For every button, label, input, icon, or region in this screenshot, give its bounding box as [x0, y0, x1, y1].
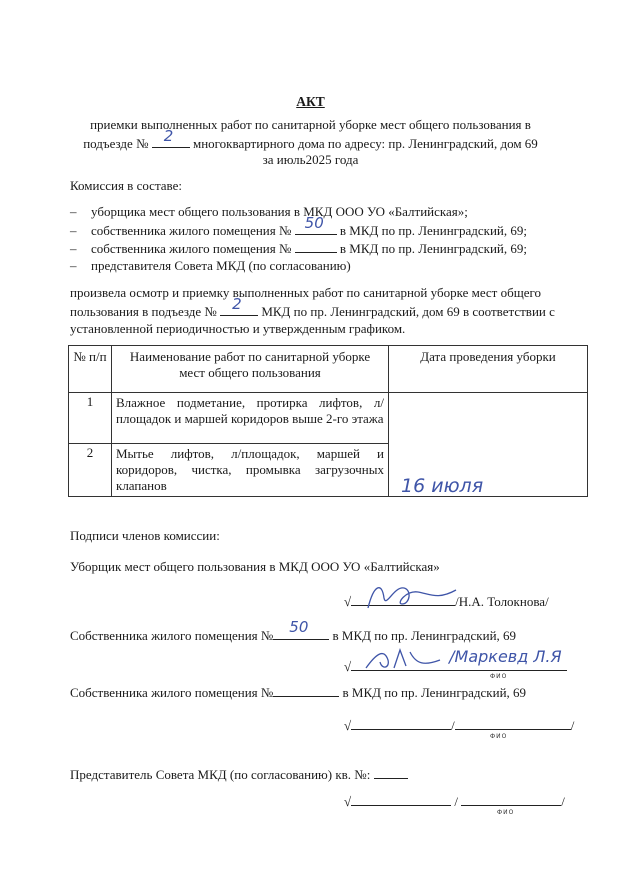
header-date: Дата проведения уборки [389, 346, 588, 393]
member-item-owner-1 [70, 214, 528, 239]
owner1-apartment-handwritten: 50 [289, 618, 309, 636]
paragraph-line-3: установленной периодичностью и утвержденным графиком. [70, 321, 406, 336]
member-item-owner-2 [70, 239, 527, 257]
council-rep-label: Представитель Совета МКД (по согласованию) кв. №: [70, 767, 371, 782]
subtitle-line-2 [0, 127, 621, 152]
member-text: в МКД по пр. Ленинградский, 69; [339, 241, 528, 256]
member-item-council [70, 257, 351, 274]
member-text: собственника жилого помещения № [91, 223, 292, 238]
list-dash: – [70, 258, 77, 273]
owner2-label: Собственника жилого помещения № [70, 685, 274, 700]
paragraph-line-2 [70, 295, 555, 320]
table-row [69, 393, 588, 444]
paragraph-text: МКД по пр. Ленинградский, дом 69 в соответствии с [261, 304, 555, 319]
member-item-cleaner [70, 203, 468, 220]
owner2-apartment-field [273, 683, 339, 697]
date-cell [389, 393, 588, 497]
council-signature-line: √ / / [344, 794, 565, 809]
signature-field [351, 792, 451, 806]
owner1-name-handwritten: /Маркевд Л.Я [449, 647, 562, 666]
table-header-row [69, 346, 588, 393]
entrance-number-handwritten-2: 2 [232, 295, 242, 313]
signatures-label: Подписи членов комиссии: [70, 528, 220, 543]
name-field [461, 792, 561, 806]
owner2-signature-line: √ / / [344, 718, 575, 733]
paragraph-line-1: произвела осмотр и приемку выполненных работ по санитарной уборке мест общего [70, 285, 542, 300]
subtitle-entrance-label: подъезде № [83, 136, 149, 151]
member-text: собственника жилого помещения № [91, 241, 292, 256]
owner1-apartment-field [273, 618, 329, 640]
paragraph-text: пользования в подъезде № [70, 304, 217, 319]
check-mark: √ [344, 594, 352, 609]
list-dash: – [70, 204, 77, 219]
commission-label: Комиссия в составе: [70, 178, 182, 193]
check-mark: √ [344, 794, 352, 809]
council-apartment-field [374, 765, 408, 779]
subtitle-line-1: приемки выполненных работ по санитарной уборке мест общего пользования в [90, 117, 531, 132]
list-dash: – [70, 223, 77, 238]
member-text: в МКД по пр. Ленинградский, 69; [339, 223, 528, 238]
entrance-number-field-2 [220, 295, 258, 316]
check-mark: √ [344, 718, 352, 733]
fio-caption: ФИО [497, 809, 515, 816]
entrance-number-field [152, 127, 190, 148]
row-work-name: Мытье лифтов, л/площадок, маршей и коридоров, чистка, промывка загрузочных клапанов [112, 444, 389, 497]
cleaner-signature [360, 578, 470, 612]
entrance-number-handwritten: 2 [163, 127, 174, 145]
owner2-address: в МКД по пр. Ленинградский, 69 [342, 685, 527, 700]
date-handwritten: 16 июля [401, 475, 484, 497]
fio-caption: ФИО [490, 673, 508, 680]
act-title: АКТ [296, 94, 325, 109]
apartment-number-field [295, 214, 337, 235]
apartment-number-handwritten: 50 [304, 214, 324, 232]
owner1-line [70, 618, 517, 644]
row-work-name: Влажное подметание, протирка лифтов, л/площадок и маршей коридоров выше 2-го этажа [112, 393, 389, 444]
list-dash: – [70, 241, 77, 256]
name-field [455, 716, 571, 730]
owner1-label: Собственника жилого помещения № [70, 628, 274, 643]
row-number: 2 [69, 444, 112, 497]
works-table [68, 345, 588, 497]
apartment-number-field-empty [295, 239, 337, 253]
member-text: уборщика мест общего пользования в МКД ООО УО «Балтийская»; [91, 204, 468, 219]
row-number: 1 [69, 393, 112, 444]
subtitle-address: многоквартирного дома по адресу: пр. Ленинградский, дом 69 [192, 136, 538, 151]
owner1-signature [360, 644, 450, 674]
owner1-address: в МКД по пр. Ленинградский, 69 [332, 628, 517, 643]
check-mark: √ [344, 659, 352, 674]
owner2-line [70, 683, 526, 701]
fio-caption: ФИО [490, 733, 508, 740]
member-text: представителя Совета МКД (по согласованию) [91, 258, 351, 273]
header-num: № п/п [69, 346, 112, 393]
council-rep-line [70, 765, 408, 783]
cleaner-line: Уборщик мест общего пользования в МКД ООО УО «Балтийская» [70, 559, 440, 574]
signature-field [351, 716, 451, 730]
name-field [449, 647, 567, 671]
header-work-name: Наименование работ по санитарной уборке мест общего пользования [112, 346, 389, 393]
cleaner-name: /Н.А. Толокнова/ [455, 594, 549, 609]
subtitle-line-3: за июль2025 года [262, 152, 359, 167]
